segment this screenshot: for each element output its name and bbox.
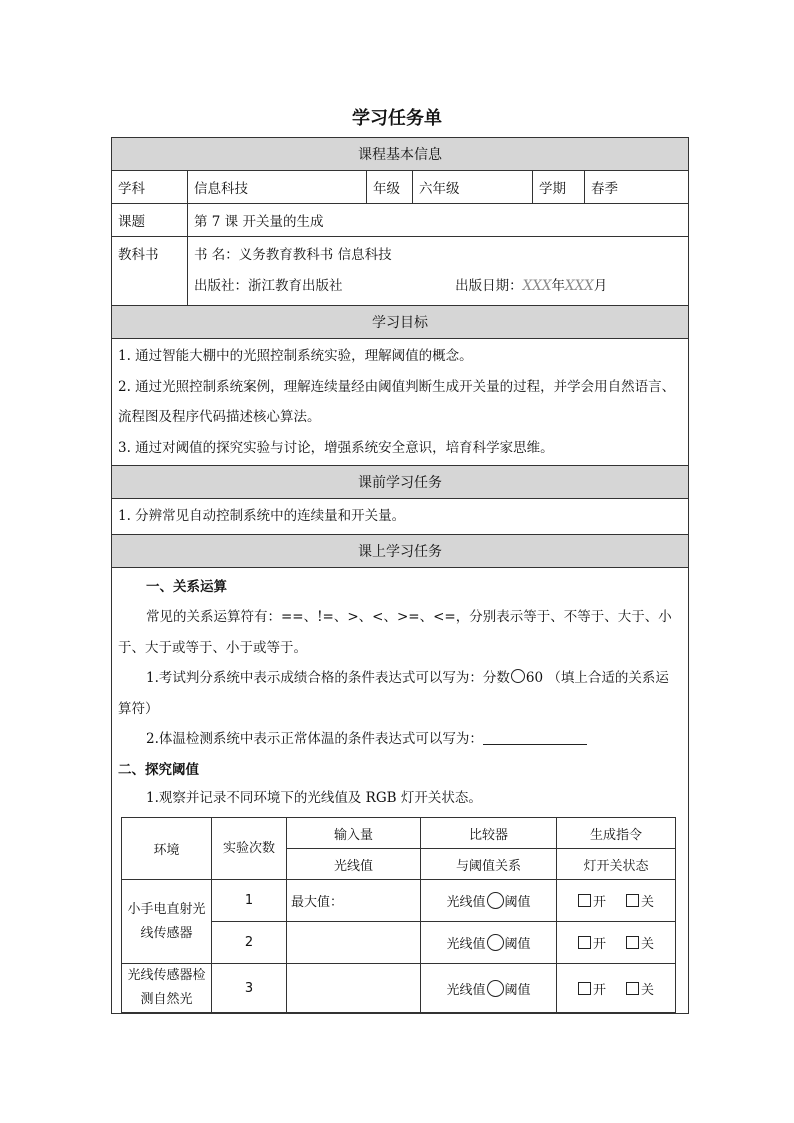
pre-class-content bbox=[112, 499, 689, 535]
off-label: 关 bbox=[641, 937, 655, 952]
on-label: 开 bbox=[592, 895, 606, 910]
env-2: 光线传感器检测自然光 bbox=[122, 964, 212, 1013]
year-char: 年 bbox=[551, 278, 565, 294]
subject-label: 学科 bbox=[112, 171, 188, 204]
answer-circle[interactable] bbox=[511, 669, 525, 683]
compare-threshold: 阈值 bbox=[504, 937, 531, 952]
col-trial: 实验次数 bbox=[212, 818, 287, 880]
book-name: 书 名：义务教育教科书 信息科技 bbox=[194, 247, 392, 263]
on-checkbox[interactable] bbox=[578, 936, 591, 949]
compare-cell bbox=[421, 880, 557, 922]
sub-command: 灯开关状态 bbox=[557, 849, 676, 880]
pub-year: XXX bbox=[522, 278, 552, 294]
on-label: 开 bbox=[592, 937, 606, 952]
input-value[interactable] bbox=[287, 964, 421, 1013]
in-class-content bbox=[112, 567, 689, 1014]
textbook-info bbox=[188, 237, 689, 306]
sub-compare: 与阈值关系 bbox=[421, 849, 557, 880]
term-value: 春季 bbox=[585, 171, 689, 204]
month-char: 月 bbox=[593, 278, 608, 294]
env-1: 小手电直射光线传感器 bbox=[122, 880, 212, 964]
experiment-table bbox=[121, 817, 676, 1013]
compare-light: 光线值 bbox=[446, 895, 486, 910]
goal-item: 3. 通过对阈值的探究实验与讨论，增强系统安全意识，培育科学家思维。 bbox=[118, 439, 554, 456]
input-value[interactable] bbox=[287, 922, 421, 964]
section-2-title: 二、探究阈值 bbox=[118, 761, 199, 778]
basic-info-header: 课程基本信息 bbox=[112, 138, 689, 171]
switch-cell bbox=[557, 964, 676, 1013]
compare-circle[interactable] bbox=[487, 980, 504, 997]
textbook-label: 教科书 bbox=[112, 237, 188, 306]
section-1-paragraph: 常见的关系运算符有：==、!=、>、<、>=、<=，分别表示等于、不等于、大于、小于、大于或等于、小于或等于。 bbox=[118, 609, 672, 656]
grade-value: 六年级 bbox=[413, 171, 533, 204]
section-1-question-2 bbox=[118, 724, 682, 755]
trial-number: 2 bbox=[212, 922, 287, 964]
lesson-label: 课题 bbox=[112, 204, 188, 237]
pub-month: XXX bbox=[564, 278, 594, 294]
study-task-table bbox=[111, 137, 689, 1014]
sub-input: 光线值 bbox=[287, 849, 421, 880]
term-label: 学期 bbox=[533, 171, 585, 204]
compare-circle[interactable] bbox=[487, 892, 504, 909]
question-1-text-a: 1.考试判分系统中表示成绩合格的条件表达式可以写为：分数 bbox=[146, 670, 510, 686]
compare-threshold: 阈值 bbox=[504, 982, 531, 998]
grade-label: 年级 bbox=[367, 171, 413, 204]
goal-item: 2. 通过光照控制系统案例，理解连续量经由阈值判断生成开关量的过程，并学会用自然语言、流程图及程序代码描述核心算法。 bbox=[118, 378, 676, 425]
col-command: 生成指令 bbox=[557, 818, 676, 849]
section-1-title: 一、关系运算 bbox=[146, 578, 227, 595]
on-checkbox[interactable] bbox=[578, 894, 591, 907]
off-label: 关 bbox=[641, 982, 655, 998]
col-environment: 环境 bbox=[122, 818, 212, 880]
col-compare: 比较器 bbox=[421, 818, 557, 849]
off-label: 关 bbox=[641, 895, 655, 910]
switch-cell bbox=[557, 880, 676, 922]
section-1-question-1 bbox=[118, 663, 682, 724]
off-checkbox[interactable] bbox=[626, 894, 639, 907]
question-1-text-b: 60 （填上合适的关系运算符） bbox=[118, 670, 669, 717]
publisher: 出版社：浙江教育出版社 bbox=[194, 278, 343, 294]
table-row bbox=[122, 964, 676, 1013]
trial-number: 1 bbox=[212, 880, 287, 922]
col-input: 输入量 bbox=[287, 818, 421, 849]
compare-cell bbox=[421, 964, 557, 1013]
page-title: 学习任务单 bbox=[352, 108, 442, 129]
compare-light: 光线值 bbox=[446, 937, 486, 952]
on-checkbox[interactable] bbox=[578, 982, 591, 995]
off-checkbox[interactable] bbox=[626, 936, 639, 949]
in-class-header: 课上学习任务 bbox=[112, 534, 689, 567]
publisher-line bbox=[194, 271, 682, 302]
pre-class-header: 课前学习任务 bbox=[112, 466, 689, 499]
compare-threshold: 阈值 bbox=[504, 895, 531, 910]
input-value[interactable]: 最大值： bbox=[287, 880, 421, 922]
switch-cell bbox=[557, 922, 676, 964]
subject-value: 信息科技 bbox=[188, 171, 367, 204]
lesson-value: 第 7 课 开关量的生成 bbox=[188, 204, 689, 237]
answer-blank[interactable] bbox=[483, 730, 587, 745]
compare-circle[interactable] bbox=[487, 934, 504, 951]
pre-class-item: 1. 分辨常见自动控制系统中的连续量和开关量。 bbox=[118, 508, 406, 524]
pub-date-label: 出版日期： bbox=[455, 278, 523, 294]
compare-light: 光线值 bbox=[446, 982, 486, 998]
off-checkbox[interactable] bbox=[626, 982, 639, 995]
goals-header: 学习目标 bbox=[112, 306, 689, 339]
table-row bbox=[122, 880, 676, 922]
goals-content bbox=[112, 339, 689, 466]
on-label: 开 bbox=[592, 982, 606, 998]
trial-number: 3 bbox=[212, 964, 287, 1013]
goal-item: 1. 通过智能大棚中的光照控制系统实验，理解阈值的概念。 bbox=[118, 348, 473, 364]
question-2-text: 2.体温检测系统中表示正常体温的条件表达式可以写为： bbox=[146, 731, 483, 747]
section-2-paragraph: 1.观察并记录不同环境下的光线值及 RGB 灯开关状态。 bbox=[146, 790, 482, 806]
compare-cell bbox=[421, 922, 557, 964]
